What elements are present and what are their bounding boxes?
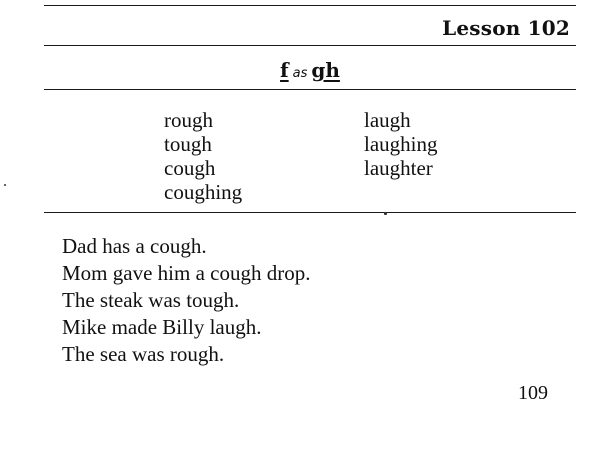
word-item: laughing	[364, 132, 438, 156]
heading-letter: f	[280, 58, 289, 82]
sentence-list	[62, 233, 310, 368]
scan-speck	[4, 184, 6, 186]
word-item: laugh	[364, 108, 411, 132]
word-item: tough	[164, 132, 212, 156]
sound-heading	[44, 58, 576, 82]
lesson-title: Lesson 102	[442, 16, 570, 40]
heading-divider	[44, 89, 576, 90]
word-item: laughter	[364, 156, 433, 180]
heading-spelling: gh	[311, 58, 340, 82]
word-list-column-2	[364, 108, 438, 180]
top-rule	[44, 5, 576, 6]
word-item: cough	[164, 156, 216, 180]
word-list-column-1	[164, 108, 242, 204]
sentence: The sea was rough.	[62, 342, 225, 366]
scan-speck	[384, 212, 387, 215]
word-item: rough	[164, 108, 213, 132]
heading-connector: as	[292, 66, 308, 81]
header-divider	[44, 45, 576, 46]
sentence: Dad has a cough.	[62, 234, 207, 258]
word-list-divider	[44, 212, 576, 213]
page-number: 109	[518, 382, 548, 404]
sentence: Mom gave him a cough drop.	[62, 261, 311, 285]
sentence: The steak was tough.	[62, 288, 240, 312]
sentence: Mike made Billy laugh.	[62, 315, 262, 339]
word-item: coughing	[164, 180, 243, 204]
